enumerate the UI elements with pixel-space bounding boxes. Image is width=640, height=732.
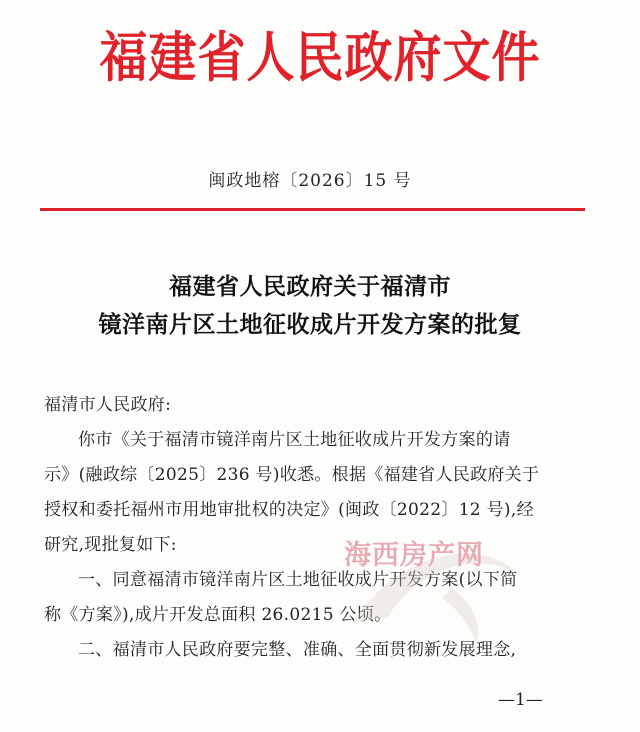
page-number: —1— [498,690,543,710]
body-line: 研究,现批复如下: [44,535,177,555]
body-line: 示》(融政综〔2025〕236 号)收悉。根据《福建省人民政府关于 [44,465,540,485]
title-line-1: 福建省人民政府关于福清市 [169,273,451,300]
red-divider-line [40,208,585,211]
body-line: 一、同意福清市镜洋南片区土地征收成片开发方案(以下简 [78,570,518,590]
document-masthead: 福建省人民政府文件 [99,26,541,90]
document-title [0,268,620,344]
title-line-2: 镜洋南片区土地征收成片开发方案的批复 [98,311,522,338]
body-line: 二、福清市人民政府要完整、准确、全面贯彻新发展理念, [78,640,517,660]
salutation: 福清市人民政府: [44,395,172,415]
document-number: 闽政地榕〔2026〕15 号 [208,171,412,191]
body-line: 你市《关于福清市镜洋南片区土地征收成片开发方案的请 [78,430,511,450]
watermark-text: 海西房产网 [344,540,484,571]
body-line: 授权和委托福州市用地审批权的决定》(闽政〔2022〕12 号),经 [44,500,534,520]
body-line: 称《方案》),成片开发总面积 26.0215 公顷。 [44,605,392,625]
